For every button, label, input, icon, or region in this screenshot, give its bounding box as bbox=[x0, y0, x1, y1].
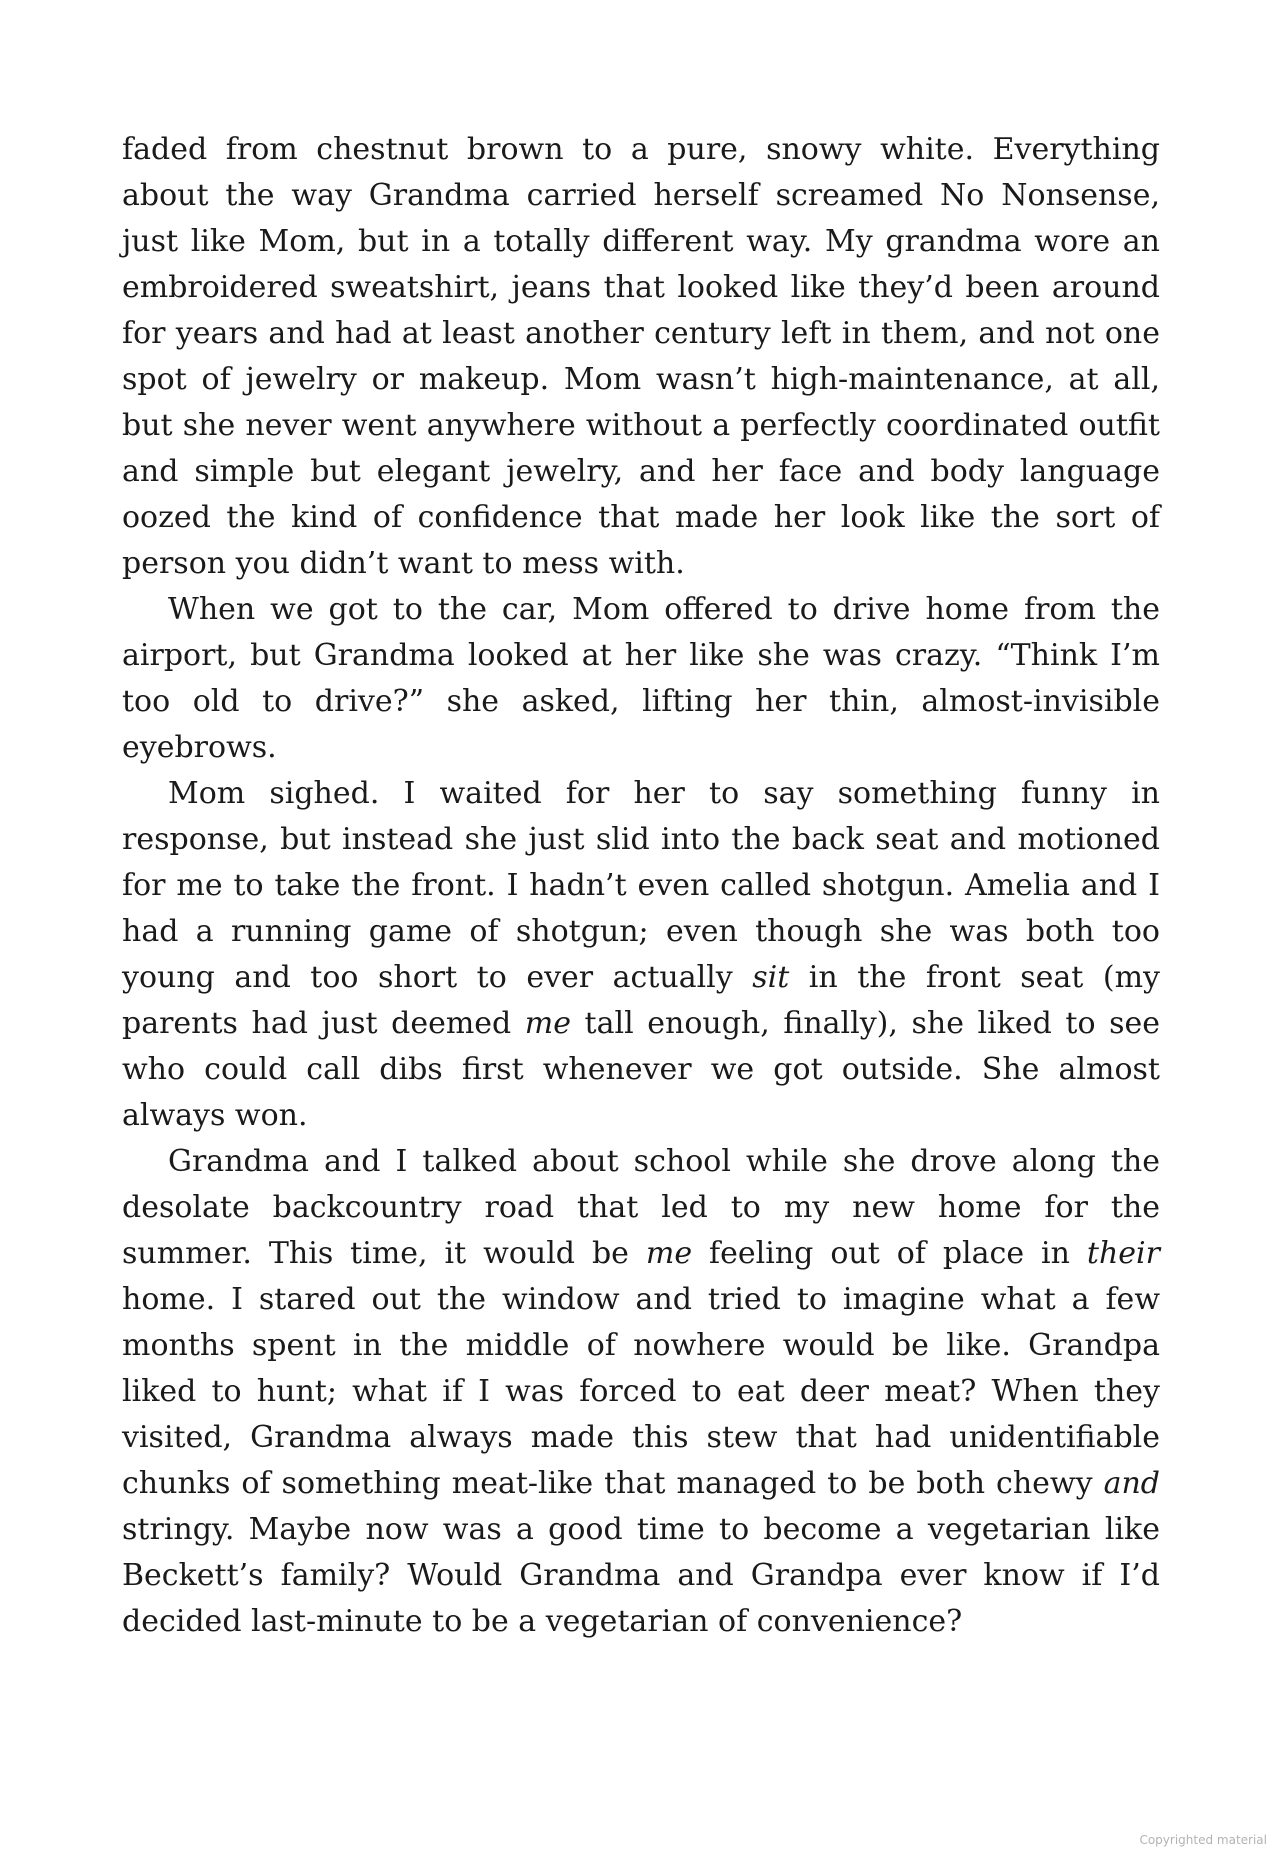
text-run: When we got to the car, Mom offered to drive home from the airport, but Grandma looked at her like she was crazy. “Think I’m too old to drive?” she asked, lifting her thin, almost-invisible eyebrows. bbox=[122, 592, 1160, 765]
paragraph bbox=[122, 771, 1160, 1139]
text-run: home. I stared out the window and tried to imagine what a few months spent in the middle of nowhere would be like. Grandpa liked to hunt; what if I was forced to eat deer meat? When they visited, Grandma always made this stew that had unidentifiable chunks of something meat-like that managed to be both chewy bbox=[122, 1282, 1160, 1501]
italic-text-run: me bbox=[645, 1236, 693, 1271]
text-run: faded from chestnut brown to a pure, snowy white. Everything about the way Grandma carried herself screamed No Nonsense, just like Mom, but in a totally different way. My grandma wore an embroidered sweatshirt, jeans that looked like they’d been around for years and had at least another century left in them, and not one spot of jewelry or makeup. Mom wasn’t high-maintenance, at all, but she never went anywhere without a perfectly coordinated outfit and simple but elegant jewelry, and her face and body language oozed the kind of confidence that made her look like the sort of person you didn’t want to mess with. bbox=[122, 132, 1160, 581]
text-run: in the front seat (my parents had just deemed bbox=[122, 960, 1160, 1041]
italic-text-run: me bbox=[524, 1006, 571, 1041]
text-run: tall enough, finally), she liked to see who could call dibs first whenever we got outside. She almost always won. bbox=[122, 1006, 1160, 1133]
text-run: feeling out of place in bbox=[692, 1236, 1087, 1271]
italic-text-run: their bbox=[1086, 1236, 1160, 1271]
italic-text-run: sit bbox=[752, 960, 790, 995]
copyright-notice: Copyrighted material bbox=[1139, 1833, 1267, 1847]
paragraph bbox=[122, 587, 1160, 771]
italic-text-run: and bbox=[1103, 1466, 1160, 1501]
text-run: Mom sighed. I waited for her to say something funny in response, but instead she just slid into the back seat and motioned for me to take the front. I hadn’t even called shotgun. Amelia and I had a running game of shotgun; even though she was both too young and too short to ever actually bbox=[122, 776, 1160, 995]
paragraph bbox=[122, 1139, 1160, 1645]
body-text bbox=[122, 127, 1160, 1645]
text-run: stringy. Maybe now was a good time to become a vegetarian like Beckett’s family? Would Grandma and Grandpa ever know if I’d decided last-minute to be a vegetarian of convenience? bbox=[122, 1512, 1160, 1639]
text-run: Grandma and I talked about school while she drove along the desolate backcountry road that led to my new home for the summer. This time, it would be bbox=[122, 1144, 1160, 1271]
paragraph bbox=[122, 127, 1160, 587]
